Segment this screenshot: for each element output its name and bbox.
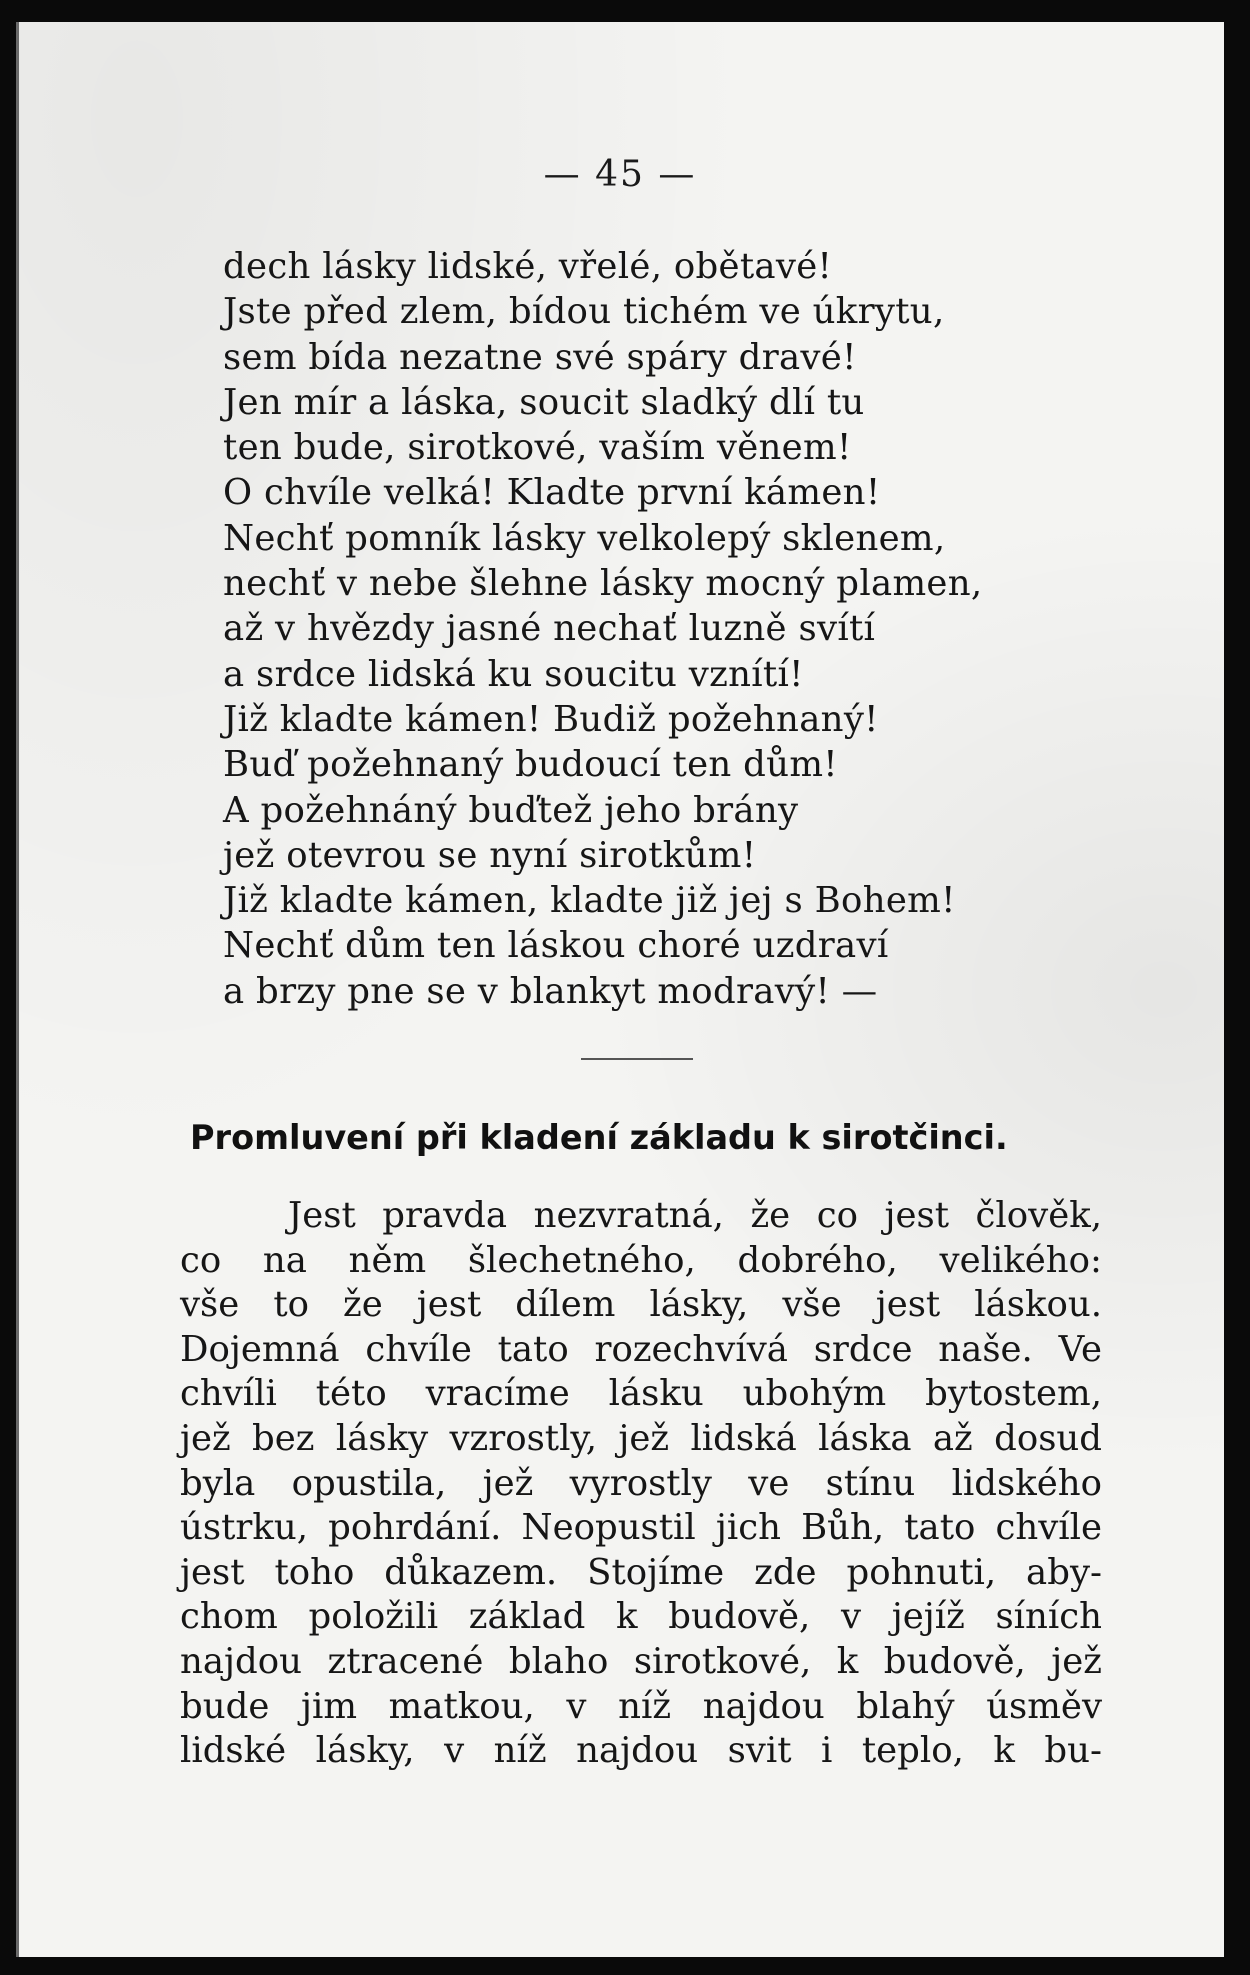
prose-line: chom položili základ k budově, v jejíž síních: [180, 1596, 1102, 1638]
section-divider: [581, 1058, 693, 1060]
poem-line: Již kladte kámen! Budiž požehnaný!: [223, 698, 879, 740]
page-number: — 45 —: [543, 154, 697, 195]
prose-line: lidské lásky, v níž najdou svit i teplo, k bu-: [180, 1730, 1102, 1772]
prose-line: ústrku, pohrdání. Neopustil jich Bůh, tato chvíle: [180, 1507, 1102, 1549]
prose-line: najdou ztracené blaho sirotkové, k budově, jež: [180, 1640, 1102, 1682]
prose-line: bude jim matkou, v níž najdou blahý úsměv: [180, 1685, 1102, 1727]
poem-line: Již kladte kámen, kladte již jej s Bohem!: [223, 880, 956, 922]
section-heading: Promluvení při kladení základu k sirotčinci.: [190, 1118, 1008, 1157]
poem-line: Jen mír a láska, soucit sladký dlí tu: [223, 381, 865, 423]
prose-line: co na něm šlechetného, dobrého, velikého:: [180, 1239, 1102, 1281]
poem-line: Nechť pomník lásky velkolepý sklenem,: [223, 517, 946, 559]
poem-line: až v hvězdy jasné nechať luzně svítí: [223, 608, 876, 650]
poem-line: dech lásky lidské, vřelé, obětavé!: [223, 246, 833, 287]
poem-line: O chvíle velká! Kladte první kámen!: [223, 472, 881, 514]
prose-line: jest toho důkazem. Stojíme zde pohnuti, aby-: [180, 1551, 1102, 1593]
page-edge: [16, 22, 19, 1957]
prose-line: chvíli této vracíme lásku ubohým bytostem,: [180, 1373, 1102, 1415]
poem-line: Nechť dům ten láskou choré uzdraví: [223, 925, 889, 967]
poem-line: ten bude, sirotkové, vaším věnem!: [223, 427, 852, 469]
poem-block: [223, 244, 1123, 1014]
poem-line: sem bída nezatne své spáry dravé!: [223, 336, 857, 378]
prose-line: Jest pravda nezvratná, že co jest člověk,: [288, 1195, 1102, 1236]
prose-line: vše to že jest dílem lásky, vše jest láskou.: [180, 1284, 1102, 1326]
poem-line: jež otevrou se nyní sirotkům!: [223, 834, 757, 876]
poem-line: a brzy pne se v blankyt modravý! —: [223, 970, 878, 1012]
prose-line: Dojemná chvíle tato rozechvívá srdce naše. Ve: [180, 1328, 1102, 1370]
poem-line: Buď požehnaný budoucí ten dům!: [223, 744, 838, 786]
poem-line: Jste před zlem, bídou tichém ve úkrytu,: [223, 291, 945, 333]
book-page: [16, 22, 1224, 1957]
prose-block: [180, 1194, 1102, 1774]
poem-line: A požehnáný buďtež jeho brány: [223, 789, 799, 831]
poem-line: nechť v nebe šlehne lásky mocný plamen,: [223, 563, 983, 605]
prose-line: byla opustila, jež vyrostly ve stínu lidského: [180, 1462, 1102, 1504]
poem-line: a srdce lidská ku soucitu vznítí!: [223, 653, 804, 695]
prose-line: jež bez lásky vzrostly, jež lidská láska až dosud: [180, 1417, 1102, 1459]
